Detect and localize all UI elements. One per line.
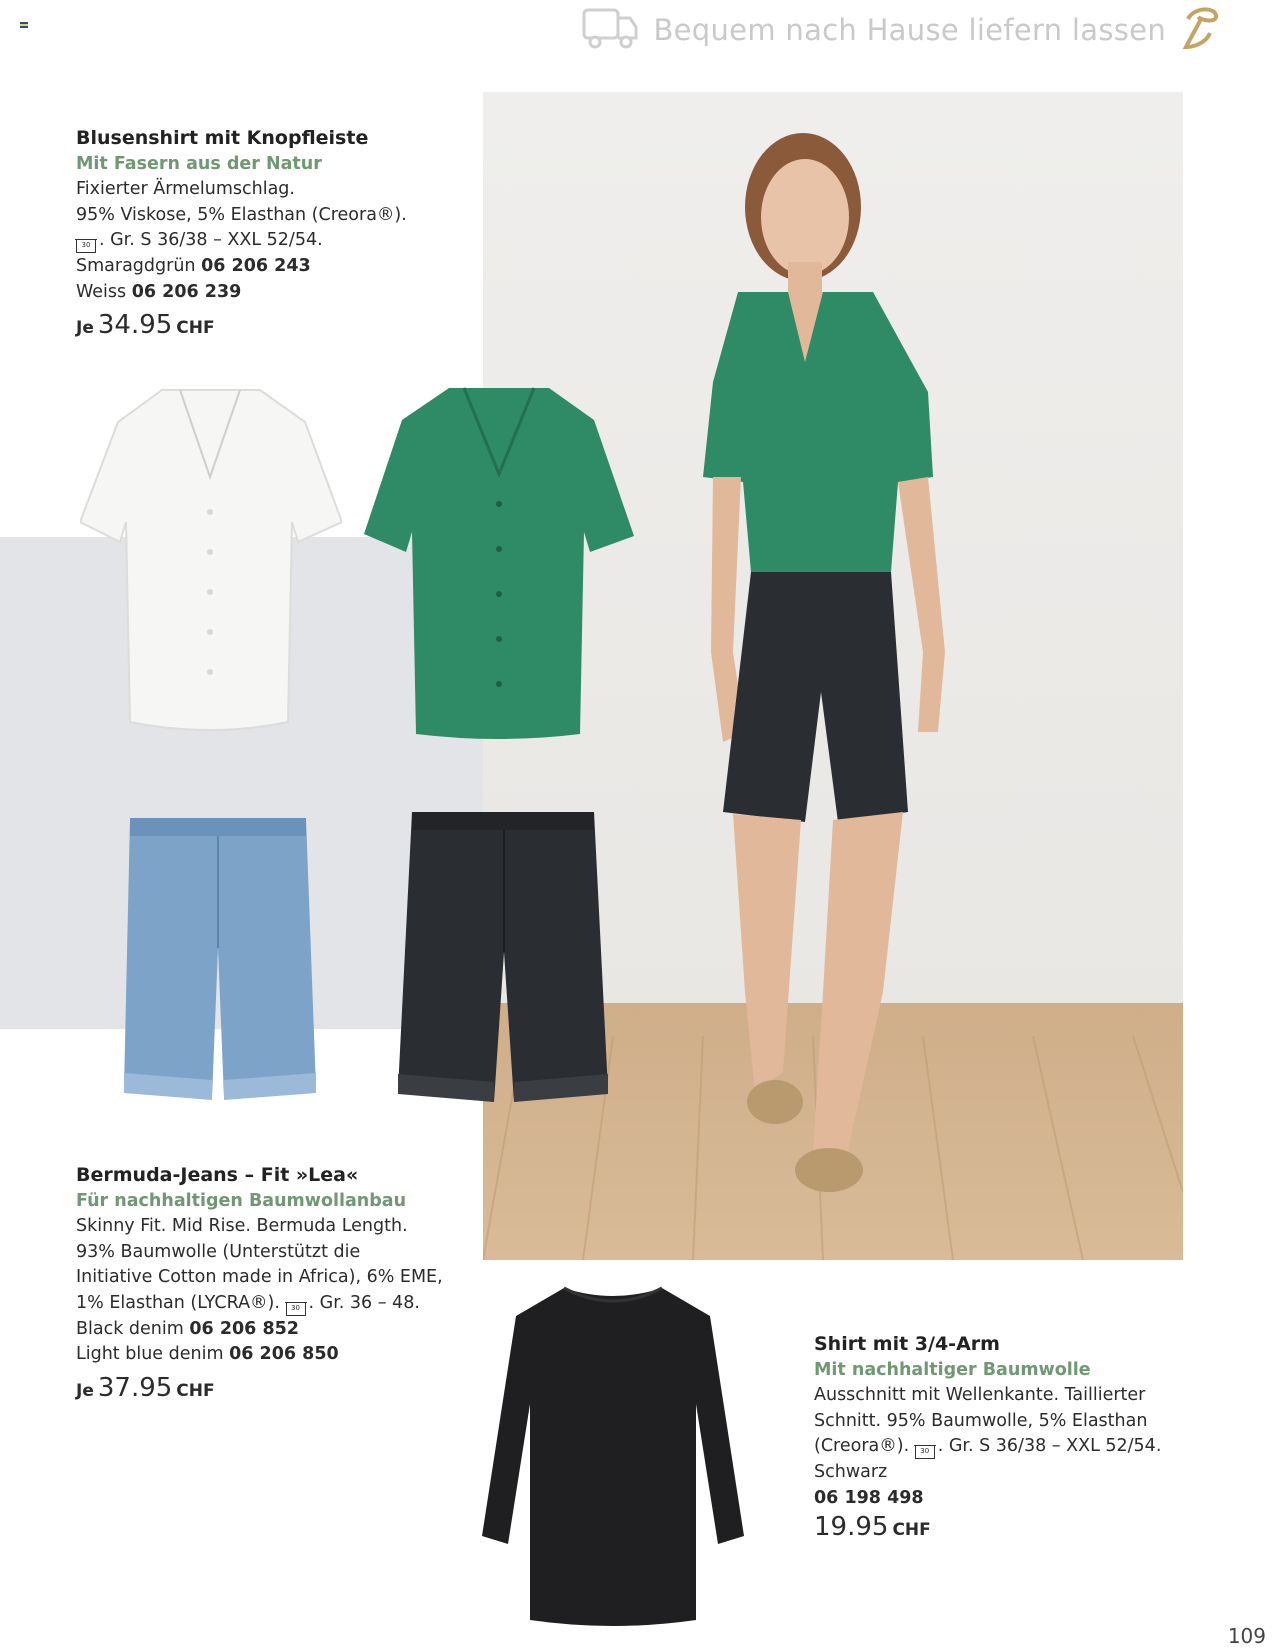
variant-label: Schwarz (814, 1461, 888, 1482)
product-sizes-line (76, 228, 476, 254)
green-blouse-image (364, 384, 634, 740)
swiss-flag-icon (20, 22, 28, 28)
wash-30-icon: 30 (76, 239, 96, 253)
wash-30-icon: 30 (286, 1302, 306, 1316)
product-subtitle: Für nachhaltigen Baumwollanbau (76, 1190, 407, 1211)
delivery-text: Bequem nach Hause liefern lassen (653, 13, 1166, 47)
delivery-truck-icon (581, 5, 639, 55)
product-material: 1% Elasthan (LYCRA®). (76, 1292, 280, 1313)
variant-line (76, 254, 476, 280)
price-currency: CHF (176, 1380, 215, 1401)
price-currency: CHF (892, 1520, 931, 1541)
price (76, 1372, 476, 1405)
product-sizes: . Gr. 36 – 48. (308, 1292, 420, 1313)
price-prefix: Je (76, 1380, 94, 1401)
black-denim-jeans-image (398, 812, 608, 1112)
variant-code: 06 206 239 (131, 281, 242, 302)
product-material: 93% Baumwolle (Unterstützt die (76, 1241, 361, 1262)
delivery-banner (581, 10, 1220, 50)
product-sizes-line (814, 1434, 1234, 1460)
product-material: Schnitt. 95% Baumwolle, 5% Elasthan (814, 1410, 1148, 1431)
product-sizes: . Gr. S 36/38 – XXL 52/54. (937, 1436, 1162, 1457)
page-number: 109 (1227, 1624, 1266, 1648)
price-currency: CHF (176, 318, 215, 339)
variant-line (76, 1317, 476, 1343)
product-title: Shirt mit 3/4-Arm (814, 1333, 1000, 1355)
white-blouse-image (80, 382, 342, 738)
product-material: 95% Viskose, 5% Elasthan (Creora®). (76, 204, 407, 225)
variant-label: Weiss (76, 281, 127, 302)
light-blue-jeans-image (120, 818, 316, 1108)
shirt-product-info (814, 1332, 1234, 1544)
variant-code: 06 206 850 (229, 1344, 339, 1365)
tchibo-logo-icon (1180, 5, 1220, 55)
price (814, 1512, 1234, 1544)
product-subtitle: Mit Fasern aus der Natur (76, 153, 322, 174)
wash-30-icon: 30 (915, 1445, 935, 1459)
product-sizes: . Gr. S 36/38 – XXL 52/54. (99, 230, 323, 251)
variant-line (76, 280, 476, 306)
price-amount: 37.95 (97, 1372, 173, 1403)
variant-label: Black denim (76, 1318, 184, 1339)
price-prefix: Je (76, 318, 94, 339)
product-description: Ausschnitt mit Wellenkante. Taillierter (814, 1385, 1146, 1406)
price (76, 310, 476, 342)
product-sizes-line (76, 1291, 476, 1317)
variant-code: 06 206 852 (189, 1318, 299, 1339)
product-description: Skinny Fit. Mid Rise. Bermuda Length. (76, 1216, 408, 1237)
product-description: Fixierter Ärmelumschlag. (76, 179, 295, 200)
product-title: Bermuda-Jeans – Fit »Lea« (76, 1164, 359, 1186)
variant-line (76, 1342, 476, 1368)
price-amount: 34.95 (97, 310, 173, 341)
jeans-product-info (76, 1163, 476, 1404)
product-title: Blusenshirt mit Knopfleiste (76, 127, 369, 149)
blouse-product-info (76, 126, 476, 342)
variant-code: 06 198 498 (814, 1487, 924, 1508)
product-subtitle: Mit nachhaltiger Baumwolle (814, 1359, 1091, 1380)
variant-label: Smaragdgrün (76, 255, 196, 276)
variant-label: Light blue denim (76, 1344, 224, 1365)
variant-code: 06 206 243 (201, 255, 311, 276)
price-amount: 19.95 (814, 1512, 889, 1543)
product-material: (Creora®). (814, 1436, 910, 1457)
black-shirt-image (482, 1284, 744, 1630)
product-material: Initiative Cotton made in Africa), 6% EME, (76, 1267, 443, 1288)
